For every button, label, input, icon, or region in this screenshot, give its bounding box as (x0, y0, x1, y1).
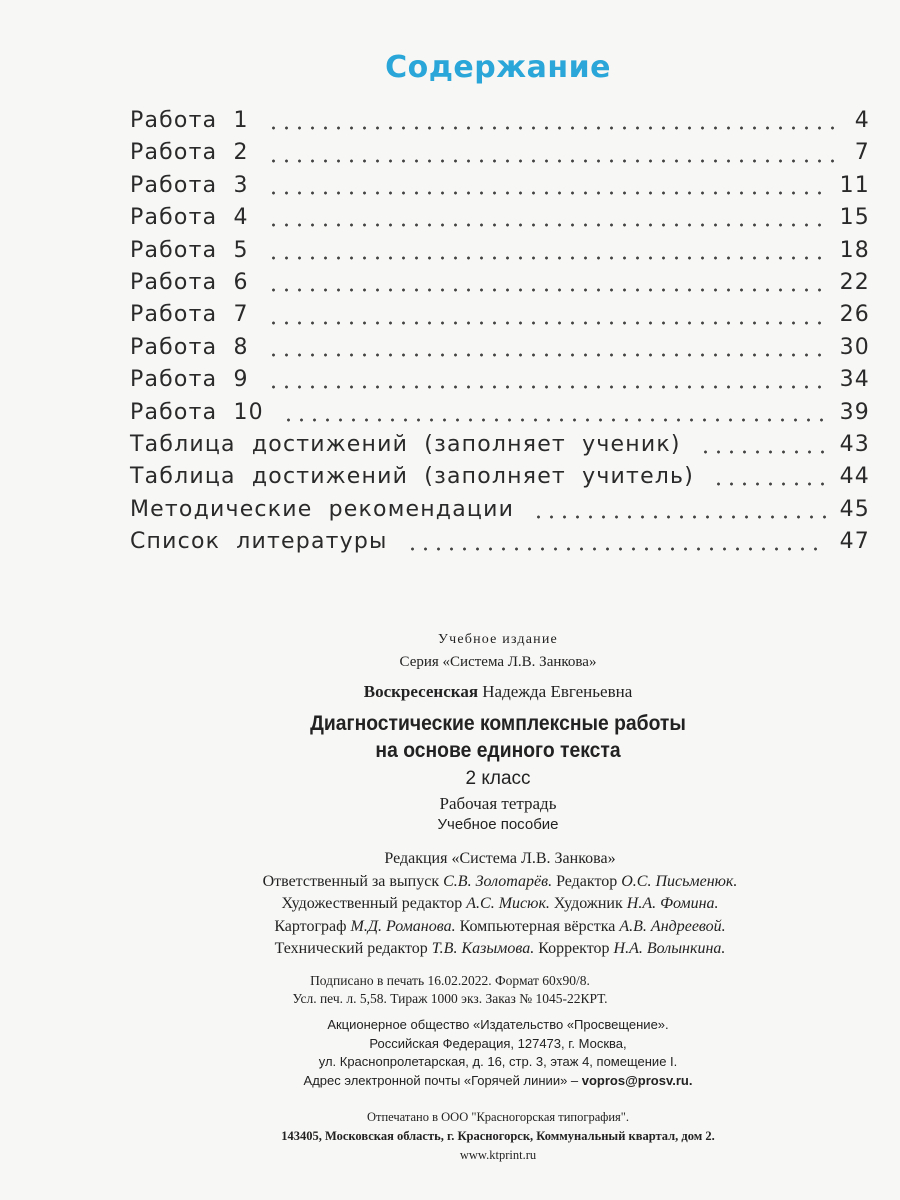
toc-leader-dots (267, 158, 836, 164)
printer-line-3: www.ktprint.ru (459, 1148, 537, 1162)
toc-entry-page: 44 (839, 464, 870, 490)
credit-role: Художественный редактор (281, 895, 467, 912)
hotline-label: Адрес электронной почты «Горячей линии» – (303, 1072, 582, 1088)
toc-leader-dots (712, 481, 826, 487)
toc-leader-dots (406, 546, 826, 552)
toc-entry-label: Работа 7 (130, 302, 249, 328)
credits-line-2 (0, 871, 900, 894)
credit-person: М.Д. Романова. (350, 917, 456, 935)
toc-entry-label: Работа 10 (130, 399, 264, 425)
toc-entry-label: Работа 4 (130, 205, 249, 231)
credit-role: Художник (549, 895, 627, 912)
toc-entry-label: Таблица достижений (заполняет учитель) (130, 464, 695, 490)
credit-person: Т.В. Казымова. (431, 940, 535, 957)
toc-leader-dots (699, 449, 826, 455)
credit-person: А.В. Андреевой. (619, 917, 726, 935)
printer-info (0, 1108, 900, 1165)
credit-person: А.С. Мисюк. (466, 895, 550, 912)
toc-entry-label: Работа 5 (130, 237, 249, 263)
toc-entry (130, 302, 870, 334)
book-title-line-1: Диагностические комплексные работы (310, 712, 686, 735)
author (0, 682, 900, 702)
toc-entry-page: 45 (839, 496, 870, 522)
credits-line-1: Редакция «Система Л.В. Занкова» (384, 850, 616, 867)
credit-role: Корректор (534, 940, 614, 957)
toc-entry (130, 270, 870, 302)
guide-label: Учебное пособие (437, 816, 559, 833)
author-surname: Воскресенская (363, 682, 479, 701)
toc-entry (130, 367, 870, 399)
printer-line-2: 143405, Московская область, г. Красногорск, Коммунальный квартал, дом 2. (281, 1129, 715, 1143)
toc-entry-label: Таблица достижений (заполняет ученик) (130, 431, 681, 457)
toc-leader-dots (267, 320, 826, 326)
credit-person: Н.А. Волынкина. (613, 940, 726, 957)
book-title-line-2: на основе единого текста (375, 739, 621, 762)
toc-leader-dots (267, 384, 826, 390)
toc-entry-label: Работа 2 (130, 140, 249, 166)
toc-leader-dots (267, 125, 836, 131)
toc-entry (130, 140, 870, 172)
credit-person: С.В. Золотарёв. (443, 872, 553, 890)
toc-entry-page: 22 (839, 269, 870, 295)
publisher-line-1: Акционерное общество «Издательство «Просвещение». (327, 1017, 669, 1032)
toc-leader-dots (282, 417, 826, 423)
toc-entry (130, 464, 870, 496)
credits-line-3 (0, 893, 900, 916)
print-details (0, 972, 900, 1008)
toc-entry (130, 400, 870, 432)
credit-role: Технический редактор (274, 940, 432, 957)
toc-entry (130, 108, 870, 140)
toc-entry-label: Работа 6 (130, 269, 249, 295)
toc-entry-page: 43 (839, 431, 870, 457)
toc-entry-page: 30 (839, 334, 870, 360)
print-details-line-1: Подписано в печать 16.02.2022. Формат 60x90/8. (310, 973, 590, 988)
publisher-info (0, 1016, 900, 1090)
toc-entry (130, 238, 870, 270)
toc-entry-page: 26 (839, 302, 870, 328)
credit-person: Н.А. Фомина. (626, 895, 719, 912)
toc-entry (130, 432, 870, 464)
credit-role: Картограф (274, 917, 351, 935)
toc-entry (130, 529, 870, 561)
edition-label: Учебное издание (438, 632, 558, 647)
toc-entry-page: 34 (839, 367, 870, 393)
toc-entry-label: Работа 9 (130, 367, 249, 393)
toc-entry-label: Работа 3 (130, 172, 249, 198)
toc-entry-label: Список литературы (130, 529, 388, 555)
toc-entry-page: 39 (839, 399, 870, 425)
credits-line-5 (0, 938, 900, 961)
toc-entry-page: 18 (839, 237, 870, 263)
toc-leader-dots (267, 352, 826, 358)
toc-entry-page: 15 (839, 205, 870, 231)
toc-title: Содержание (385, 50, 611, 85)
hotline-email: vopros@prosv.ru. (581, 1072, 693, 1088)
credit-person: О.С. Письменюк. (621, 872, 738, 890)
credit-role: Редактор (552, 872, 622, 890)
credit-role: Ответственный за выпуск (262, 872, 444, 890)
toc-leader-dots (267, 190, 826, 196)
toc-entry-page: 7 (854, 140, 870, 166)
credits-line-4 (0, 916, 900, 939)
toc-entry-label: Работа 8 (130, 334, 249, 360)
print-details-line-2: Усл. печ. л. 5,58. Тираж 1000 экз. Заказ № 1045-22КРТ. (292, 991, 608, 1006)
table-of-contents (130, 108, 870, 561)
printer-line-1: Отпечатано в ООО "Красногорская типография". (366, 1110, 630, 1124)
publisher-line-2: Российская Федерация, 127473, г. Москва, (369, 1035, 627, 1051)
toc-leader-dots (267, 255, 826, 261)
toc-leader-dots (267, 222, 826, 228)
credit-role: Компьютерная вёрстка (455, 917, 620, 935)
toc-entry-page: 47 (839, 529, 870, 555)
publisher-line-3: ул. Краснопролетарская, д. 16, стр. 3, этаж 4, помещение I. (318, 1054, 678, 1069)
toc-entry (130, 205, 870, 237)
credits (0, 848, 900, 961)
toc-leader-dots (532, 514, 826, 520)
toc-entry (130, 497, 870, 529)
toc-entry (130, 335, 870, 367)
toc-entry-page: 4 (854, 108, 870, 133)
toc-entry (130, 173, 870, 205)
grade-label: 2 класс (465, 768, 531, 789)
series-label: Серия «Система Л.В. Занкова» (399, 654, 597, 670)
toc-entry-label: Методические рекомендации (130, 496, 515, 522)
author-name: Надежда Евгеньевна (482, 682, 633, 701)
toc-entry-page: 11 (839, 172, 870, 198)
publisher-line-4 (0, 1072, 900, 1091)
workbook-label: Рабочая тетрадь (439, 794, 557, 813)
book-title (40, 710, 900, 764)
toc-leader-dots (267, 287, 826, 293)
toc-entry-label: Работа 1 (130, 108, 249, 133)
